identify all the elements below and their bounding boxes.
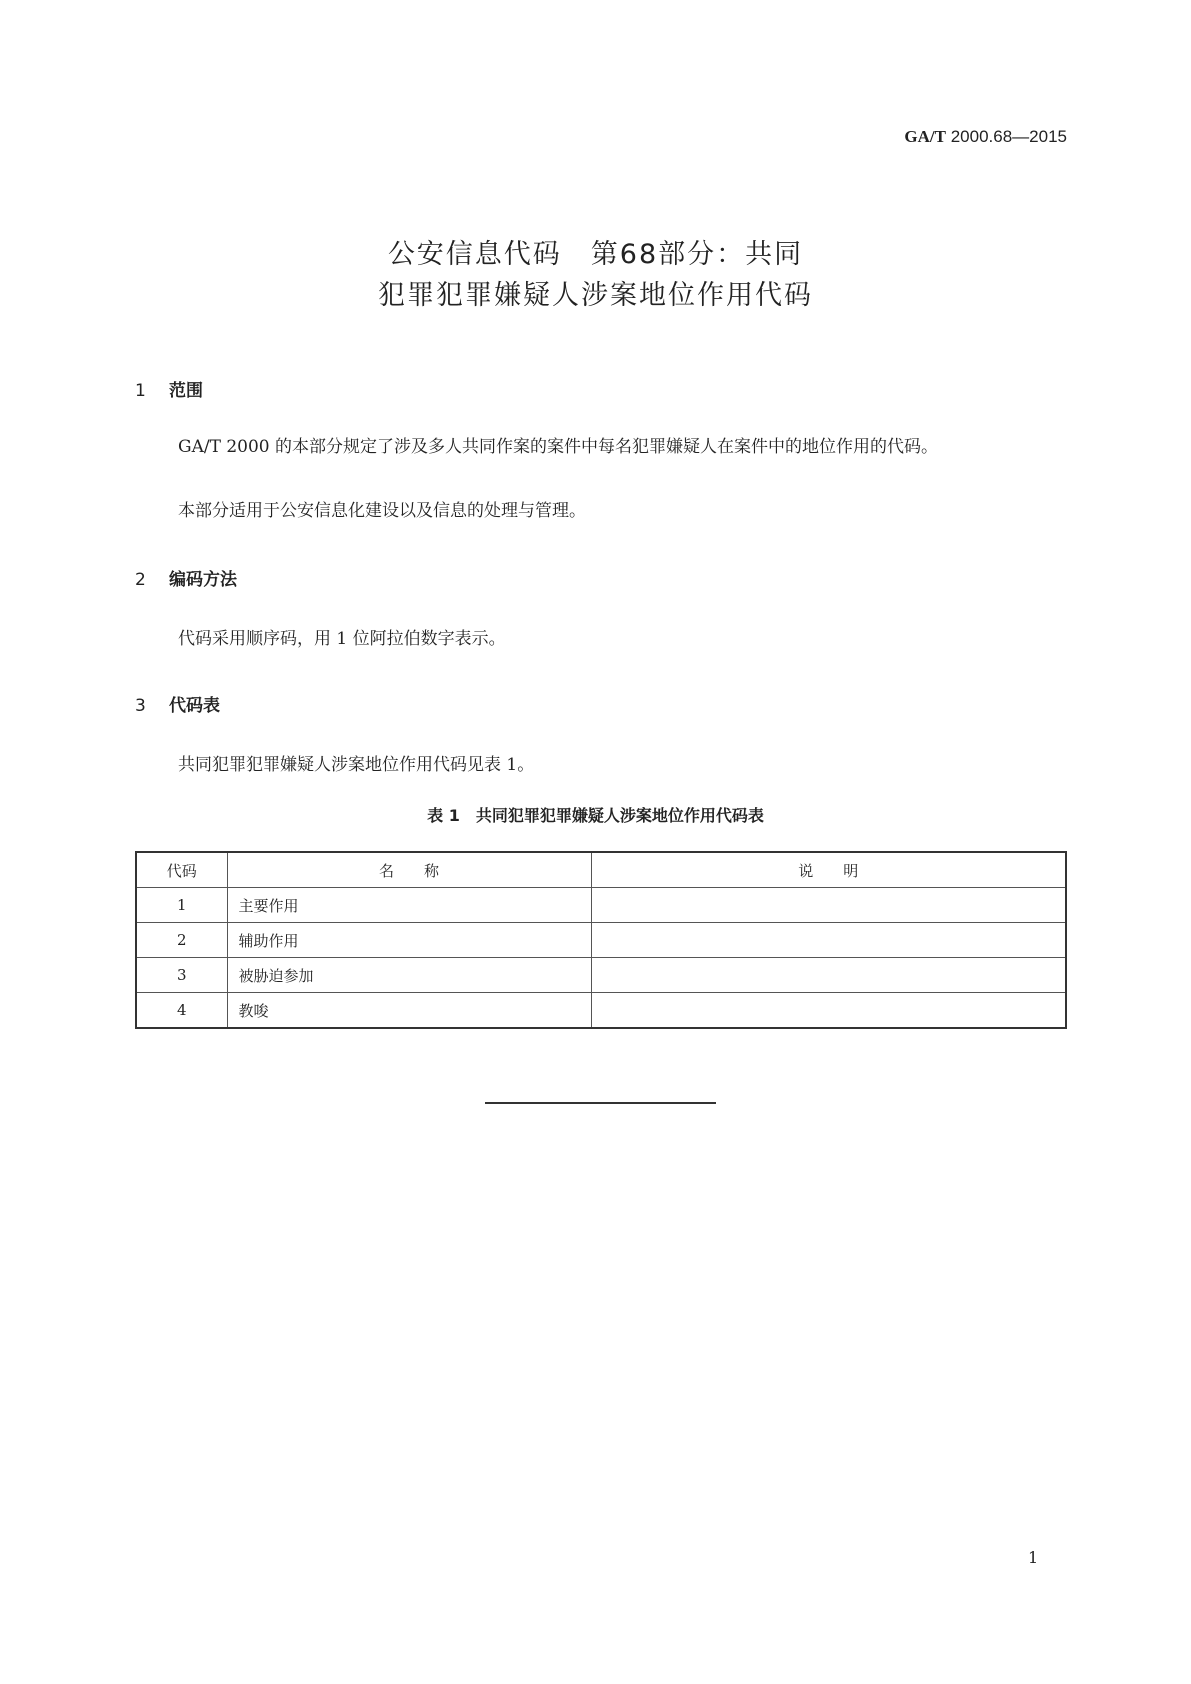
table-row xyxy=(136,923,1066,958)
code-table xyxy=(135,851,1067,1029)
cell-code: 2 xyxy=(136,923,227,958)
section-3-heading xyxy=(135,691,220,716)
cell-code: 4 xyxy=(136,993,227,1029)
standard-prefix: GA/T xyxy=(904,127,946,146)
cell-name: 教唆 xyxy=(227,993,591,1029)
section-number: 2 xyxy=(135,570,146,590)
paragraph: 本部分适用于公安信息化建设以及信息的处理与管理。 xyxy=(178,501,586,521)
table-header-row xyxy=(136,852,1066,888)
cell-code: 3 xyxy=(136,958,227,993)
page-number: 1 xyxy=(1028,1548,1039,1567)
header-name: 名 称 xyxy=(227,852,591,888)
section-title: 范围 xyxy=(169,381,203,401)
cell-name: 被胁迫参加 xyxy=(227,958,591,993)
header-code: 代码 xyxy=(136,852,227,888)
cell-name: 主要作用 xyxy=(227,888,591,923)
header-description: 说 明 xyxy=(591,852,1066,888)
paragraph: GA/T 2000 的本部分规定了涉及多人共同作案的案件中每名犯罪嫌疑人在案件中的地位作用的代码。 xyxy=(178,437,938,457)
cell-description xyxy=(591,923,1066,958)
table-caption: 表 1 共同犯罪犯罪嫌疑人涉案地位作用代码表 xyxy=(427,806,764,825)
cell-description xyxy=(591,888,1066,923)
section-title: 编码方法 xyxy=(169,570,237,590)
paragraph: 共同犯罪犯罪嫌疑人涉案地位作用代码见表 1。 xyxy=(178,755,535,775)
cell-description xyxy=(591,958,1066,993)
paragraph: 代码采用顺序码，用 1 位阿拉伯数字表示。 xyxy=(178,629,506,649)
section-title: 代码表 xyxy=(169,696,220,716)
section-number: 1 xyxy=(135,381,146,401)
table-row xyxy=(136,993,1066,1029)
title-line-2: 犯罪犯罪嫌疑人涉案地位作用代码 xyxy=(378,280,813,311)
section-1-heading xyxy=(135,376,203,401)
table-row xyxy=(136,888,1066,923)
cell-description xyxy=(591,993,1066,1029)
standard-code: 2000.68—2015 xyxy=(950,127,1067,146)
section-2-heading xyxy=(135,565,237,590)
cell-code: 1 xyxy=(136,888,227,923)
cell-name: 辅助作用 xyxy=(227,923,591,958)
section-number: 3 xyxy=(135,696,146,716)
table-row xyxy=(136,958,1066,993)
title-line-1: 公安信息代码 第68部分：共同 xyxy=(387,239,804,270)
standard-number xyxy=(904,127,1067,147)
end-rule xyxy=(485,1102,716,1104)
